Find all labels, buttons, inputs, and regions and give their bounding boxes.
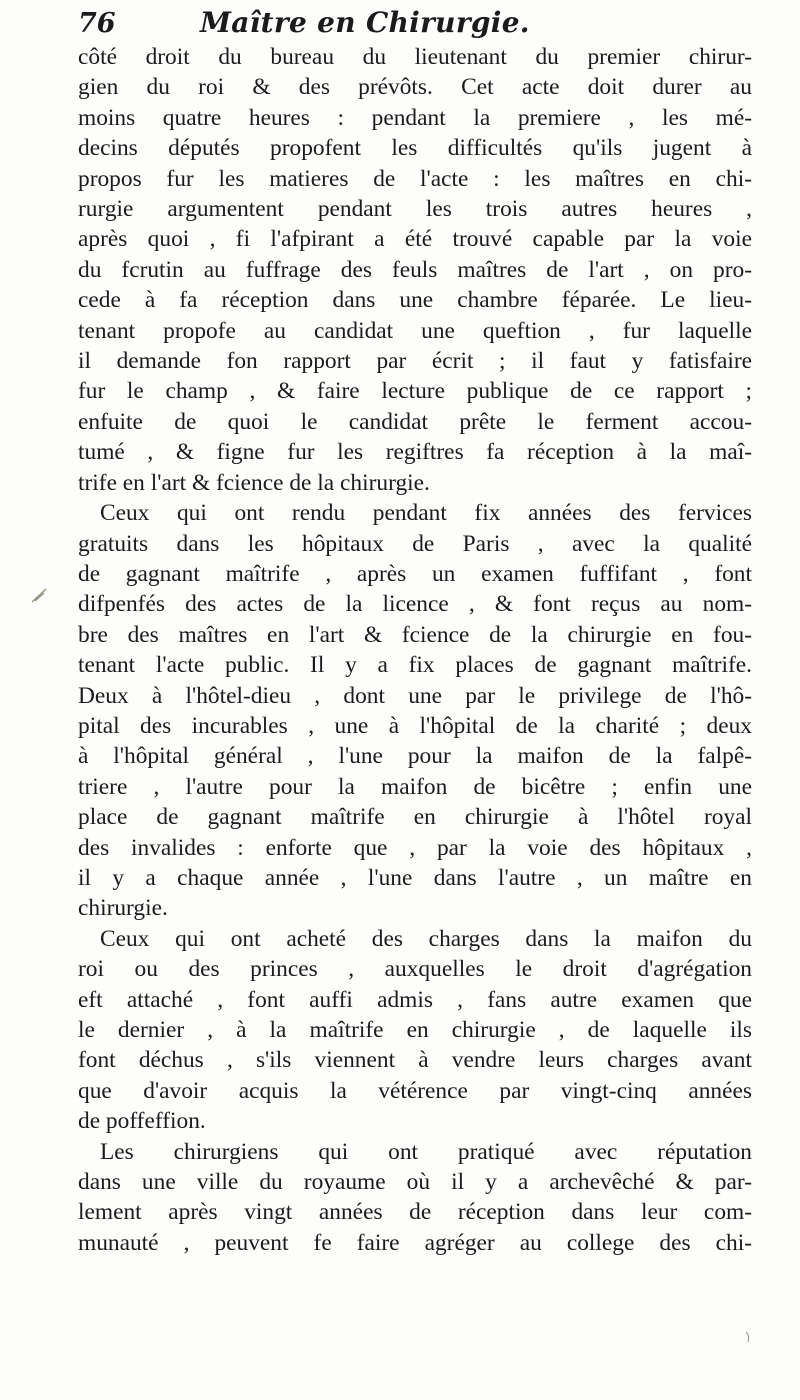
- text-line: il y a chaque année , l'une dans l'autre , un maître en: [78, 864, 752, 891]
- text-line: Ceux qui ont acheté des charges dans la maifon du: [100, 925, 752, 952]
- text-line: que d'avoir acquis la vétérence par vingt-cinq années: [78, 1077, 752, 1104]
- paragraph-4: [78, 1137, 752, 1259]
- text-line: difpenfés des actes de la licence , & font reçus au nom-: [78, 591, 752, 618]
- text-line: tenant l'acte public. Il y a fix places de gagnant maîtrife.: [78, 652, 752, 679]
- text-line: Ceux qui ont rendu pendant fix années des fervices: [100, 500, 752, 527]
- text-line: enfuite de quoi le candidat prête le ferment accou-: [78, 408, 752, 435]
- text-line: moins quatre heures : pendant la premiere , les mé-: [78, 104, 752, 131]
- page-number: 76: [78, 8, 116, 39]
- text-line: après quoi , fi l'afpirant a été trouvé capable par la voie: [78, 226, 752, 253]
- text-line: trife en l'art & fcience de la chirurgie.: [78, 469, 430, 496]
- text-line: tenant propofe au candidat une queftion , fur laquelle: [78, 317, 752, 344]
- text-line: decins députés propofent les difficultés qu'ils jugent à: [78, 135, 752, 162]
- text-line: munauté , peuvent fe faire agréger au college des chi-: [78, 1229, 752, 1256]
- text-line: le dernier , à la maîtrife en chirurgie , de laquelle ils: [78, 1017, 752, 1043]
- text-line: pital des incurables , une à l'hôpital de la charité ; deux: [78, 712, 752, 739]
- text-line: rurgie argumentent pendant les trois autres heures ,: [78, 196, 752, 223]
- text-line: dans une ville du royaume où il y a archevêché & par-: [78, 1169, 752, 1196]
- text-line: roi ou des princes , auxquelles le droit d'agrégation: [78, 956, 752, 983]
- text-line: cede à fa réception dans une chambre féparée. Le lieu-: [78, 287, 752, 314]
- text-line: bre des maîtres en l'art & fcience de la chirurgie en fou-: [78, 621, 752, 648]
- pencil-mark-icon: [30, 586, 48, 604]
- running-head: [78, 6, 752, 40]
- text-line: lement après vingt années de réception dans leur com-: [78, 1199, 752, 1226]
- text-line: de poffeffion.: [78, 1108, 206, 1135]
- paragraph-2: [78, 498, 752, 924]
- text-line: font déchus , s'ils viennent à vendre leurs charges avant: [78, 1047, 752, 1074]
- text-line: gratuits dans les hôpitaux de Paris , avec la qualité: [78, 530, 752, 557]
- text-line: Les chirurgiens qui ont pratiqué avec réputation: [100, 1138, 752, 1165]
- text-line: des invalides : enforte que , par la voie des hôpitaux ,: [78, 834, 752, 861]
- text-line: place de gagnant maîtrife en chirurgie à l'hôtel royal: [78, 804, 752, 831]
- text-line: triere , l'autre pour la maifon de bicêtre ; enfin une: [78, 773, 752, 800]
- text-line: tumé , & figne fur les regiftres fa réception à la maî-: [78, 439, 752, 466]
- text-line: eft attaché , font auffi admis , fans autre examen que: [78, 986, 752, 1013]
- pencil-tick-icon: [744, 1330, 754, 1344]
- text-line: fur le champ , & faire lecture publique de ce rapport ;: [78, 378, 752, 405]
- text-line: de gagnant maîtrife , après un examen fuffifant , font: [78, 560, 752, 587]
- text-line: chirurgie.: [78, 895, 168, 922]
- body-text: [78, 42, 752, 1258]
- text-line: il demande fon rapport par écrit ; il faut y fatisfaire: [78, 348, 752, 375]
- text-line: du fcrutin au fuffrage des feuls maîtres de l'art , on pro-: [78, 256, 752, 283]
- text-line: côté droit du bureau du lieutenant du premier chirur-: [78, 44, 752, 70]
- text-line: gien du roi & des prévôts. Cet acte doit durer au: [78, 74, 752, 101]
- running-title: Maître en Chirurgie.: [200, 6, 530, 39]
- paragraph-3: [78, 924, 752, 1137]
- text-line: propos fur les matieres de l'acte : les maîtres en chi-: [78, 165, 752, 192]
- text-line: à l'hôpital général , l'une pour la maifon de la falpê-: [78, 743, 752, 770]
- paragraph-1: [78, 42, 752, 498]
- text-line: Deux à l'hôtel-dieu , dont une par le privilege de l'hô-: [78, 682, 752, 709]
